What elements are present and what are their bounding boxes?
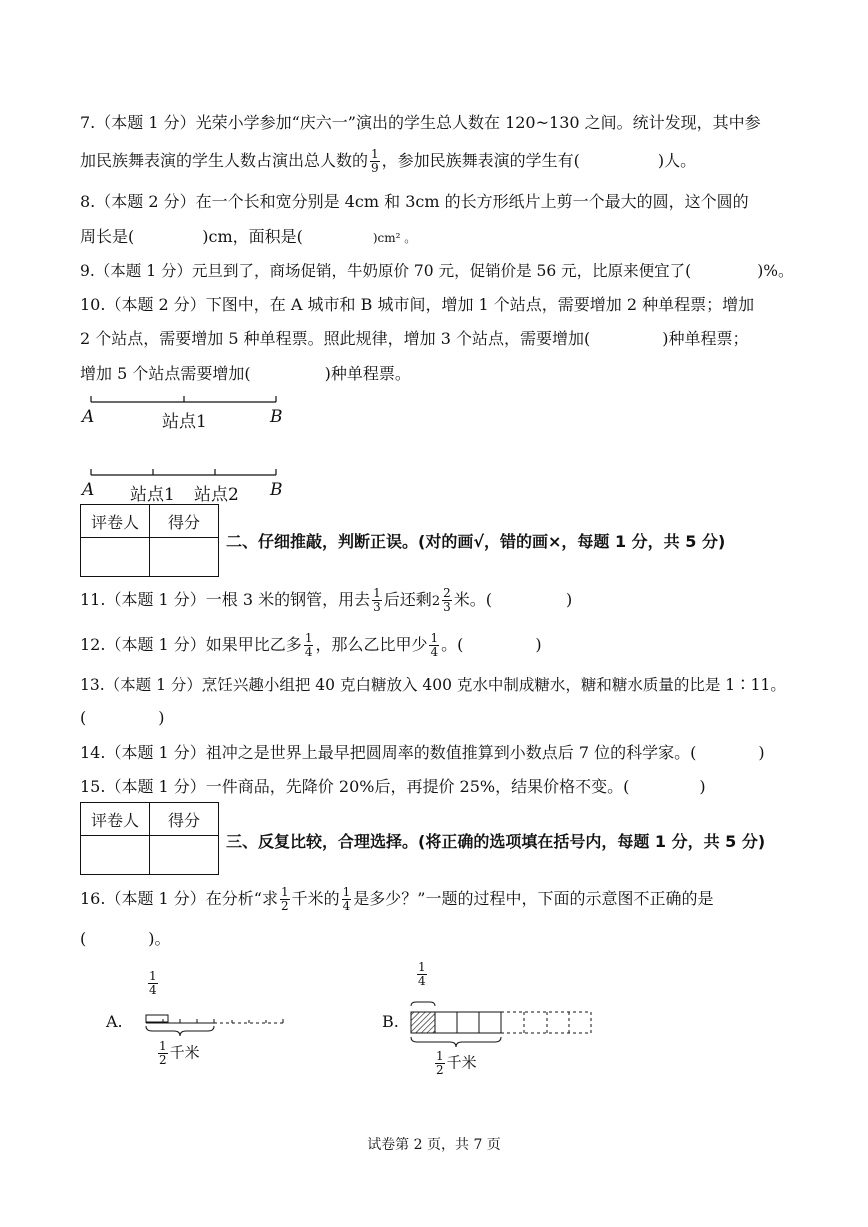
q16-fraction-1: $\frac{1}{2}$ [280,885,289,913]
q16-line2 [80,928,171,950]
q16-option-b-diagram [411,1002,591,1047]
diagram2-label-a: A [82,480,95,500]
q12-text-d: ) [535,635,542,654]
q16-text-e: )。 [148,929,171,948]
route-diagram-1 [91,396,276,402]
q9-text-b: )%。 [757,262,794,280]
q13-line1: 13.（本题 1 分）烹饪兴趣小组把 40 克白糖放入 400 克水中制成糖水，糖和糖水质量的比是 1∶11。 [80,676,786,694]
diagram2-label-s2: 站点2 [194,485,239,505]
diagram1-label-a: A [82,407,95,427]
q12-line [80,632,542,659]
q16-option-b-top-fraction: $\frac{1}{4}$ [418,960,426,988]
q7-text-c: )人。 [657,151,697,170]
q16-option-a-bottom-label: $\frac{1}{2}$ 千米 [159,1039,200,1067]
q16-option-b-label[interactable]: B. [382,1012,399,1031]
q16-option-a-label[interactable]: A. [106,1012,123,1031]
page-footer: 试卷第 2 页，共 7 页 [367,1137,501,1153]
q12-text-c: 。( [441,635,464,654]
diagram2-label-b: B [270,480,283,500]
q16-option-a-diagram [146,1015,283,1036]
score-header: 得分 [150,803,219,836]
q10-line1: 10.（本题 2 分）下图中，在 A 城市和 B 城市间，增加 1 个站点，需要增加 2 种单程票；增加 [80,295,755,314]
q16-text-b: 千米的 [291,889,340,908]
q8-text-a: 周长是( [80,227,135,246]
q7-text-b: ，参加民族舞表演的学生有( [381,151,580,170]
q16-option-a-top-fraction: $\frac{1}{4}$ [149,969,157,997]
q16-text-c: 是多少？”一题的过程中，下面的示意图不正确的是 [353,889,714,908]
q10-text-a: 2 个站点，需要增加 5 种单程票。照此规律，增加 3 个站点，需要增加( [80,329,591,348]
grader-cell[interactable] [81,538,150,577]
section2-title: 二、仔细推敲，判断正误。(对的画√，错的画×，每题 1 分，共 5 分) [226,532,726,551]
q15-text-a: 15.（本题 1 分）一件商品，先降价 20%后，再提价 25%，结果价格不变。( [80,777,630,796]
q11-text-c: 米。( [453,590,492,609]
diagram2-label-s1: 站点1 [130,485,175,505]
q15-text-b: ) [699,777,706,796]
q13-text-a: ( [80,708,87,727]
q11-fraction-used: $\frac{1}{3}$ [373,586,381,614]
q12-text-a: 12.（本题 1 分）如果甲比乙多 [80,635,302,654]
q7-text: 加民族舞表演的学生人数占演出总人数的 [80,151,369,170]
q7-line1: 7.（本题 1 分）光荣小学参加“庆六一”演出的学生总人数在 120~130 之间。统计发现，其中参 [80,113,761,132]
q11-line [80,587,572,614]
q16-option-b-bottom-label: $\frac{1}{2}$ 千米 [436,1049,477,1077]
q14-text-a: 14.（本题 1 分）祖冲之是世界上最早把圆周率的数值推算到小数点后 7 位的科学家。( [80,743,697,762]
grader-cell[interactable] [81,836,150,875]
q8-text-b: )cm，面积是( [202,227,303,246]
q13-text-b: ) [158,708,165,727]
q10-text-c: 增加 5 个站点需要增加( [80,364,251,383]
q7-fraction: $\frac{1}{9}$ [371,147,379,175]
q8-text-c: )cm² 。 [372,231,417,245]
q14-text-b: ) [758,743,765,762]
q13-line2 [80,707,165,729]
q12-fraction-2: $\frac{1}{4}$ [430,631,439,659]
q14-line [80,742,765,764]
q11-text-a: 11.（本题 1 分）一根 3 米的钢管，用去 [80,590,371,609]
score-cell[interactable] [150,836,219,875]
q12-fraction-1: $\frac{1}{4}$ [304,631,313,659]
q10-text-d: )种单程票。 [324,364,411,383]
q16-text-d: ( [80,929,87,948]
diagram1-label-b: B [270,407,283,427]
q11-text-b: 后还剩 [383,590,432,609]
score-cell[interactable] [150,538,219,577]
q12-text-b: ，那么乙比甲少 [315,635,428,654]
q11-text-d: ) [565,590,573,609]
q16-text-a: 16.（本题 1 分）在分析“求 [80,889,278,908]
score-table-section3 [80,802,219,875]
q8-line1: 8.（本题 2 分）在一个长和宽分别是 4cm 和 3cm 的长方形纸片上剪一个最大的圆，这个圆的 [80,192,749,211]
score-table-section2 [80,504,219,577]
grader-header: 评卷人 [81,803,150,836]
section3-title: 三、反复比较，合理选择。(将正确的选项填在括号内，每题 1 分，共 5 分) [226,832,766,851]
q11-fraction-left: $\frac{2}{3}$ [443,586,451,614]
grader-header: 评卷人 [81,505,150,538]
q11-whole: 2 [431,594,441,609]
route-diagram-2 [91,469,276,475]
q15-line [80,776,706,798]
q10-text-b: )种单程票； [662,329,749,348]
score-header: 得分 [150,505,219,538]
diagram1-label-s1: 站点1 [162,412,207,432]
q16-fraction-2: $\frac{1}{4}$ [342,885,351,913]
q9-text-a: 9.（本题 1 分）元旦到了，商场促销，牛奶原价 70 元，促销价是 56 元，比原来便宜了( [80,262,692,280]
q16-line1 [80,886,713,913]
